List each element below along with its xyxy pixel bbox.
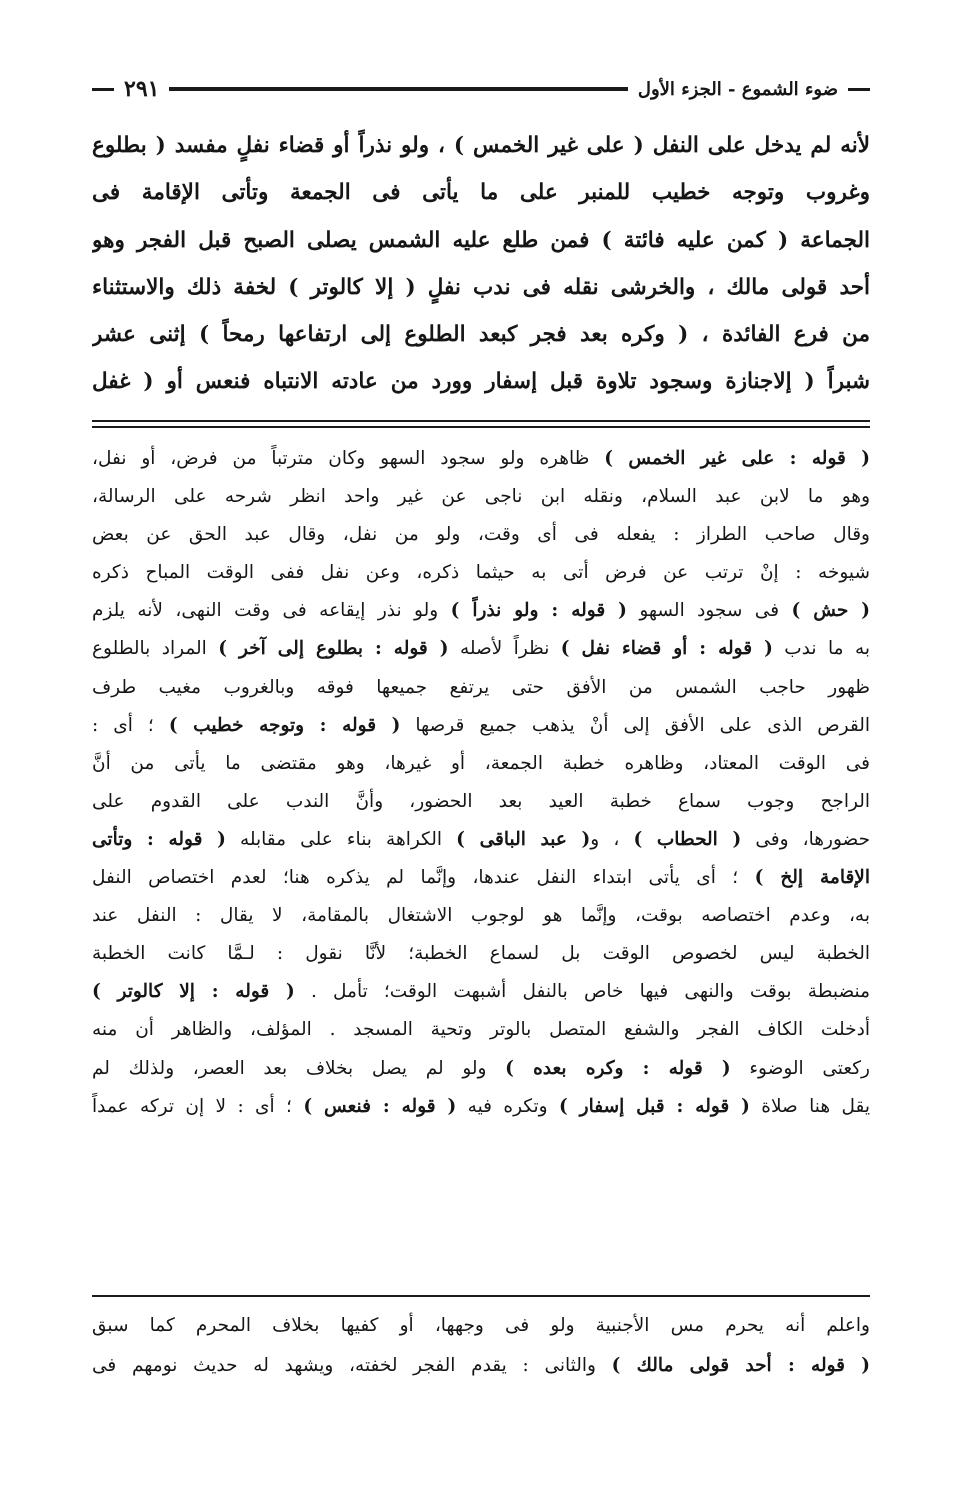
commentary-segment: المراد بالطلوع [92, 638, 219, 660]
header-rule [169, 87, 627, 91]
commentary-segment: الراجح وجوب سماع خطبة العيد بعد الحضور، وأنَّ الندب على القدوم على [92, 790, 870, 812]
footnote-line [92, 1306, 870, 1346]
commentary-segment: ظاهره ولو سجود السهو وكان مترتباً من فرض، أو نفل، [92, 448, 605, 469]
commentary-segment: ، و [590, 828, 634, 850]
quoted-heading: ( قوله : فنعس ) [303, 1095, 457, 1117]
commentary-line [92, 783, 870, 821]
main-text [92, 122, 870, 412]
footnote-line [92, 1346, 870, 1386]
commentary-line [92, 1088, 870, 1126]
quoted-heading: ( حش ) [791, 600, 870, 622]
commentary-line [92, 1011, 870, 1049]
main-text-line: الجماعة ( كمن عليه فائتة ) فمن طلع عليه الشمس يصلى الصبح قبل الفجر وهو [92, 227, 870, 253]
main-text-line: لأنه لم يدخل على النفل ( على غير الخمس ) ، ولو نذراً أو قضاء نفلٍ مفسد ( بطلوع [92, 133, 870, 158]
commentary-segment: ولو نذر إيقاعه فى وقت النهى، لأنه يلزم [92, 600, 451, 622]
commentary-segment: واعلم أنه يحرم مس الأجنبية ولو فى وجهها، أو كفيها بخلاف المحرم كما سبق [92, 1315, 870, 1336]
commentary-text [92, 440, 870, 1280]
footnote-divider [92, 1295, 870, 1297]
commentary-segment: الخطبة ليس لخصوص الوقت بل لسماع الخطبة؛ لأنَّا نقول : لـمَّا كانت الخطبة [92, 943, 870, 965]
commentary-line [92, 897, 870, 935]
commentary-segment: ظهور حاجب الشمس من الأفق حتى يرتفع جميعها فوقه وبالغروب مغيب طرف [92, 676, 870, 698]
quoted-heading: ( قوله : قبل إسفار ) [558, 1095, 750, 1117]
commentary-segment: وقال صاحب الطراز : يفعله فى أى وقت، ولو من نفل، وقال عبد الحق عن بعض [92, 524, 870, 546]
double-rule-divider [92, 420, 870, 428]
quoted-heading: ( قوله : أحد قولى مالك ) [611, 1355, 870, 1376]
commentary-segment: فى الوقت المعتاد، وظاهره خطبة الجمعة، أو غيرها، وهو مقتضى ما يأتى من أنَّ [92, 752, 870, 774]
quoted-heading: ( قوله : بطلوع إلى آخر ) [218, 638, 449, 660]
commentary-segment: وتكره فيه [456, 1095, 559, 1117]
quoted-heading: ( عبد الباقى ) [456, 828, 591, 850]
commentary-segment: يقل هنا صلاة [749, 1095, 870, 1117]
commentary-segment: ؛ أى يأتى ابتداء النفل عندها، وإنَّما لم يذكره هنا؛ لعدم اختصاص النفل [92, 867, 755, 889]
commentary-segment: الكراهة بناء على مقابله [225, 828, 457, 850]
quoted-heading: ( الحطاب ) [633, 828, 742, 850]
commentary-segment: والثانى : يقدم الفجر لخفته، ويشهد له حديث نومهم فى [92, 1355, 612, 1376]
main-text-line: من فرع الفائدة ، ( وكره بعد فجر كبعد الطلوع إلى ارتفاعها رمحاً ) إثنى عشر [92, 322, 870, 348]
quoted-heading: ( قوله : ولو نذراً ) [450, 600, 627, 622]
commentary-segment: ؛ أى : [92, 714, 169, 736]
commentary-line [92, 973, 870, 1011]
quoted-heading: ( قوله : وكره بعده ) [505, 1057, 731, 1079]
commentary-segment: وهو ما لابن عبد السلام، ونقله ابن ناجى عن غير واحد انظر شرحه على الرسالة، [92, 486, 870, 508]
quoted-heading: ( قوله : أو قضاء نفل ) [560, 638, 773, 660]
commentary-segment: ركعتى الوضوء [730, 1057, 870, 1079]
quoted-heading: ( قوله : على غير الخمس ) [604, 448, 870, 469]
quoted-heading: الإقامة إلخ ) [754, 867, 870, 889]
commentary-line [92, 745, 870, 783]
header-dash [848, 88, 870, 91]
commentary-segment: ؛ أى : لا إن تركه عمداً [92, 1095, 304, 1117]
commentary-segment: به، وعدم اختصاصه بوقت، وإنَّما هو لوجوب الاشتغال بالمقامة، لا يقال : النفل عند [92, 905, 870, 927]
commentary-segment: به ما ندب [772, 638, 870, 660]
commentary-line [92, 707, 870, 745]
commentary-line [92, 554, 870, 592]
main-text-line: أحد قولى مالك ، والخرشى نقله فى ندب نفلٍ ( إلا كالوتر ) لخفة ذلك والاستثناء [92, 274, 870, 300]
commentary-line [92, 821, 870, 859]
commentary-line [92, 1050, 870, 1088]
commentary-line [92, 859, 870, 897]
commentary-line [92, 669, 870, 707]
commentary-segment: منضبطة بوقت والنهى فيها خاص بالنفل أشبهت الوقت؛ تأمل . [294, 981, 870, 1003]
commentary-line [92, 935, 870, 973]
header-dash [92, 88, 114, 91]
commentary-line [92, 478, 870, 516]
main-text-line: وغروب وتوجه خطيب للمنبر على ما يأتى فى الجمعة وتأتى الإقامة فى [92, 180, 870, 206]
main-text-line: شبراً ( إلاجنازة وسجود تلاوة قبل إسفار وورد من عادته الانتباه فنعس أو ( غفل [92, 369, 870, 395]
commentary-segment: نظراً لأصله [448, 638, 561, 660]
footnote-text [92, 1306, 870, 1406]
commentary-line [92, 592, 870, 630]
commentary-line [92, 440, 870, 478]
commentary-segment: فى سجود السهو [626, 600, 792, 622]
running-header [92, 72, 870, 106]
commentary-segment: شيوخه : إنْ ترتب عن فرض أتى به حيثما ذكره، وعن نفل ففى الوقت المباح ذكره [92, 562, 870, 584]
quoted-heading: ( قوله : إلا كالوتر ) [92, 981, 295, 1003]
quoted-heading: ( قوله : وتوجه خطيب ) [168, 714, 401, 736]
header-title: ضوء الشموع - الجزء الأول [637, 78, 838, 100]
page-number: ٢٩١ [124, 76, 160, 102]
commentary-line [92, 630, 870, 668]
commentary-segment: حضورها، وفى [741, 828, 870, 850]
commentary-segment: القرص الذى على الأفق إلى أنْ يذهب جميع قرصها [400, 714, 870, 736]
quoted-heading: ( قوله : وتأتى [92, 828, 226, 850]
commentary-segment: أدخلت الكاف الفجر والشفع المتصل بالوتر وتحية المسجد . المؤلف، والظاهر أن منه [92, 1019, 870, 1041]
commentary-segment: ولو لم يصل بخلاف بعد العصر، ولذلك لم [92, 1057, 506, 1079]
commentary-line [92, 516, 870, 554]
